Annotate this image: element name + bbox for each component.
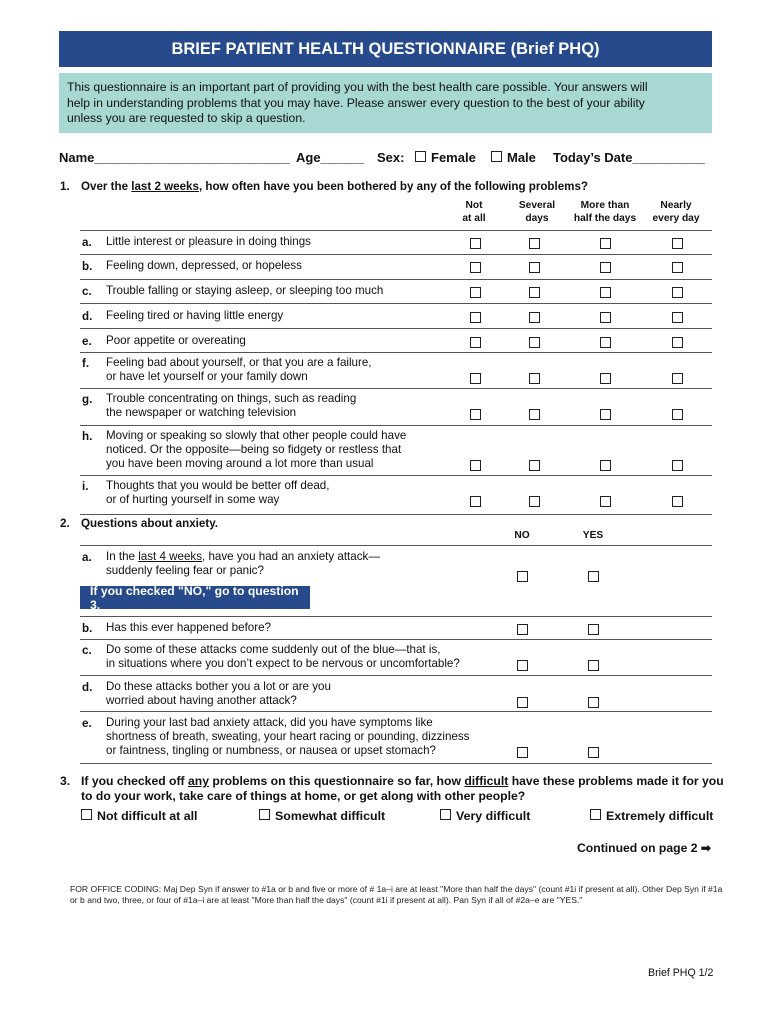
q2a-post: , have you had an anxiety attack— [202, 550, 380, 563]
q2-item-letter: e. [82, 717, 92, 730]
q1-column-header [646, 199, 706, 225]
intro-line-1: This questionnaire is an important part of providing you with the best health care possible. Your answers will [67, 80, 648, 94]
q1-row-divider [80, 388, 712, 389]
q1-column-header [573, 199, 637, 225]
q1-column-header [454, 199, 494, 225]
q1-answer-checkbox[interactable] [600, 287, 611, 298]
q1-answer-checkbox[interactable] [600, 337, 611, 348]
q1-answer-checkbox[interactable] [672, 312, 683, 323]
q1-answer-checkbox[interactable] [672, 496, 683, 507]
q2-answer-checkbox[interactable] [517, 660, 528, 671]
q2-col-no: NO [514, 530, 530, 541]
q2-answer-checkbox[interactable] [588, 624, 599, 635]
q1-answer-checkbox[interactable] [470, 460, 481, 471]
q1-item-text: Feeling tired or having little energy [106, 309, 284, 322]
sex-label: Sex: [377, 150, 405, 165]
skip-callout: If you checked "NO," go to question 3. [80, 586, 310, 609]
q3-option-label: Not difficult at all [97, 809, 198, 823]
q1-column-header-line-2: days [525, 213, 549, 224]
q2-item-text: or faintness, tingling or numbness, or nausea or upset stomach? [106, 744, 436, 757]
q1-item-text: or of hurting yourself in some way [106, 493, 280, 506]
male-checkbox[interactable] [491, 151, 502, 162]
female-label: Female [431, 150, 476, 165]
q1-answer-checkbox[interactable] [529, 460, 540, 471]
q1-row-divider [80, 254, 712, 255]
q1-row-divider [80, 352, 712, 353]
q1-answer-checkbox[interactable] [600, 496, 611, 507]
q1-item-text: Trouble concentrating on things, such as reading [106, 392, 357, 405]
q1-item-text: Moving or speaking so slowly that other people could have [106, 429, 407, 442]
q1-answer-checkbox[interactable] [672, 337, 683, 348]
female-checkbox[interactable] [415, 151, 426, 162]
male-label: Male [507, 150, 536, 165]
q1-answer-checkbox[interactable] [470, 287, 481, 298]
q2-item-text: During your last bad anxiety attack, did you have symptoms like [106, 716, 433, 729]
q1-item-text: noticed. Or the opposite—being so fidgety or restless that [106, 443, 402, 456]
q1-answer-checkbox[interactable] [529, 373, 540, 384]
q2-item-letter: c. [82, 644, 92, 657]
q1-item-text: Feeling bad about yourself, or that you are a failure, [106, 356, 372, 369]
q3-checkbox-extremely-difficult[interactable] [590, 809, 601, 820]
q1-item-text: Poor appetite or overeating [106, 334, 246, 347]
q2-item-text: in situations where you don’t expect to be nervous or uncomfortable? [106, 657, 460, 670]
q1-column-header-line-1: Nearly [660, 200, 692, 211]
q1-answer-checkbox[interactable] [529, 409, 540, 420]
q1-item-letter: a. [82, 236, 92, 249]
q1-column-header-line-2: half the days [573, 213, 637, 224]
q1-text-underlined: last 2 weeks [131, 180, 199, 193]
office-coding-line-2: or b and two, three, or four of #1a–i are at least "More than half the days" (count #1i if present at all). Pan Syn if all of #2a–e are "YES." [70, 895, 583, 905]
q1-answer-checkbox[interactable] [672, 409, 683, 420]
name-field[interactable]: Name___________________________ [59, 150, 290, 165]
q1-text [81, 180, 588, 194]
q1-row-divider [80, 230, 712, 231]
q1-number: 1. [60, 180, 70, 193]
q1-item-text: Feeling down, depressed, or hopeless [106, 259, 302, 272]
q1-answer-checkbox[interactable] [470, 312, 481, 323]
q1-answer-checkbox[interactable] [600, 460, 611, 471]
q1-column-header-line-2: every day [652, 213, 700, 224]
q1-answer-checkbox[interactable] [600, 262, 611, 273]
q1-text-post: , how often have you been bothered by any of the following problems? [198, 180, 589, 193]
intro-text [67, 80, 707, 127]
q3-any: any [188, 774, 210, 788]
q2a-letter: a. [82, 551, 92, 564]
date-field[interactable]: Today’s Date__________ [553, 150, 705, 165]
q1-answer-checkbox[interactable] [529, 312, 540, 323]
q2-row-divider [80, 616, 712, 617]
q1-item-text: or have let yourself or your family down [106, 370, 308, 383]
q3-option-somewhat-difficult[interactable] [259, 809, 385, 823]
q2-item-text: shortness of breath, sweating, your heart racing or pounding, dizziness [106, 730, 470, 743]
q2-row-divider [80, 675, 712, 676]
q3-option-label: Somewhat difficult [275, 809, 386, 823]
q2-answer-checkbox[interactable] [517, 624, 528, 635]
q1-answer-checkbox[interactable] [529, 262, 540, 273]
age-field[interactable]: Age______ [296, 150, 364, 165]
q3-line-1 [81, 774, 724, 788]
intro-line-3: unless you are requested to skip a question. [67, 111, 306, 126]
q3-option-very-difficult[interactable] [440, 809, 530, 823]
q1-item-letter: d. [82, 310, 93, 323]
q2-text: Questions about anxiety. [81, 517, 219, 530]
q1-column-header-line-1: Several [518, 200, 556, 211]
q3-checkbox-not-difficult[interactable] [81, 809, 92, 820]
q2a-yes-checkbox[interactable] [588, 571, 599, 582]
q1-column-header-line-2: at all [462, 213, 486, 224]
q2-col-yes: YES [582, 530, 604, 541]
q2-row-divider [80, 711, 712, 712]
q2a-underlined: last 4 weeks [138, 550, 203, 563]
q1-item-letter: h. [82, 430, 93, 443]
q1-row-divider [80, 303, 712, 304]
q2-answer-checkbox[interactable] [588, 747, 599, 758]
q2-answer-checkbox[interactable] [517, 747, 528, 758]
q1-answer-checkbox[interactable] [470, 496, 481, 507]
q3-l1-b: problems on this questionnaire so far, how [209, 774, 465, 788]
q1-answer-checkbox[interactable] [672, 373, 683, 384]
intro-line-2: help in understanding problems that you may have. Please answer every question to the best of your ability [67, 95, 645, 110]
q1-answer-checkbox[interactable] [470, 262, 481, 273]
q2-answer-checkbox[interactable] [588, 697, 599, 708]
q3-option-not-difficult[interactable] [81, 809, 198, 823]
q1-answer-checkbox[interactable] [529, 496, 540, 507]
q1-answer-checkbox[interactable] [672, 460, 683, 471]
q2-item-text: Has this ever happened before? [106, 621, 272, 634]
office-coding-line-1: FOR OFFICE CODING: Maj Dep Syn if answer to #1a or b and five or more of # 1a–i are at least "More than half the days" (count #1i if present at all). Other Dep Syn if #1a [70, 884, 723, 894]
q1-text-pre: Over the [81, 180, 132, 193]
q1-column-header-line-1: Not [465, 200, 483, 211]
q2-item-text: Do some of these attacks come suddenly out of the blue—that is, [106, 643, 441, 656]
q3-l1-c: have these problems made it for you [508, 774, 724, 788]
q1-answer-checkbox[interactable] [529, 287, 540, 298]
q1-answer-checkbox[interactable] [600, 373, 611, 384]
q1-row-divider [80, 425, 712, 426]
q2a-line-2: suddenly feeling fear or panic? [106, 564, 264, 577]
q1-answer-checkbox[interactable] [672, 238, 683, 249]
q1-answer-checkbox[interactable] [600, 409, 611, 420]
q1-item-text: the newspaper or watching television [106, 406, 297, 419]
q1-answer-checkbox[interactable] [672, 287, 683, 298]
q1-item-letter: i. [82, 480, 89, 493]
q1-item-text: Trouble falling or staying asleep, or sleeping too much [106, 284, 384, 297]
q1-answer-checkbox[interactable] [470, 373, 481, 384]
q2-number: 2. [60, 517, 70, 530]
q1-row-divider [80, 475, 712, 476]
q1-row-divider [80, 514, 712, 515]
q2-row-divider [80, 639, 712, 640]
page-footer: Brief PHQ 1/2 [648, 967, 714, 979]
q1-item-letter: f. [82, 357, 90, 370]
female-option[interactable] [415, 150, 476, 165]
q1-answer-checkbox[interactable] [529, 238, 540, 249]
q3-l1-a: If you checked off [81, 774, 188, 788]
q3-checkbox-very-difficult[interactable] [440, 809, 451, 820]
q2-answer-checkbox[interactable] [517, 697, 528, 708]
q2-item-letter: b. [82, 622, 93, 635]
q1-item-letter: e. [82, 335, 92, 348]
q3-option-label: Extremely difficult [606, 809, 714, 823]
page-title: BRIEF PATIENT HEALTH QUESTIONNAIRE (Brief PHQ) [59, 31, 712, 67]
q2-answer-checkbox[interactable] [588, 660, 599, 671]
q2a-pre: In the [106, 550, 139, 563]
q1-item-text: you have been moving around a lot more than usual [106, 457, 374, 470]
q1-answer-checkbox[interactable] [470, 238, 481, 249]
q2-divider [80, 545, 712, 546]
male-option[interactable] [491, 150, 536, 165]
q1-column-header [514, 199, 560, 225]
q1-item-letter: g. [82, 393, 93, 406]
q1-answer-checkbox[interactable] [470, 337, 481, 348]
q3-difficult: difficult [464, 774, 509, 788]
q2-item-text: worried about having another attack? [106, 694, 297, 707]
q1-answer-checkbox[interactable] [600, 312, 611, 323]
q3-option-label: Very difficult [456, 809, 531, 823]
q2-row-divider [80, 763, 712, 764]
q3-number: 3. [60, 774, 71, 788]
q1-item-letter: c. [82, 285, 92, 298]
q1-item-text: Little interest or pleasure in doing things [106, 235, 311, 248]
q1-column-header-line-1: More than [580, 200, 630, 211]
q1-answer-checkbox[interactable] [470, 409, 481, 420]
q3-checkbox-somewhat-difficult[interactable] [259, 809, 270, 820]
continued-note: Continued on page 2 ➡ [577, 841, 712, 855]
q1-row-divider [80, 328, 712, 329]
q1-answer-checkbox[interactable] [529, 337, 540, 348]
q1-item-text: Thoughts that you would be better off dead, [106, 479, 330, 492]
q2a-line-1 [106, 550, 380, 564]
q1-item-letter: b. [82, 260, 93, 273]
q3-option-extremely-difficult[interactable] [590, 809, 713, 823]
q2-item-text: Do these attacks bother you a lot or are you [106, 680, 331, 693]
q2-item-letter: d. [82, 681, 93, 694]
q1-answer-checkbox[interactable] [672, 262, 683, 273]
q1-row-divider [80, 279, 712, 280]
q2a-no-checkbox[interactable] [517, 571, 528, 582]
q1-answer-checkbox[interactable] [600, 238, 611, 249]
q3-line-2: to do your work, take care of things at home, or get along with other people? [81, 789, 526, 803]
